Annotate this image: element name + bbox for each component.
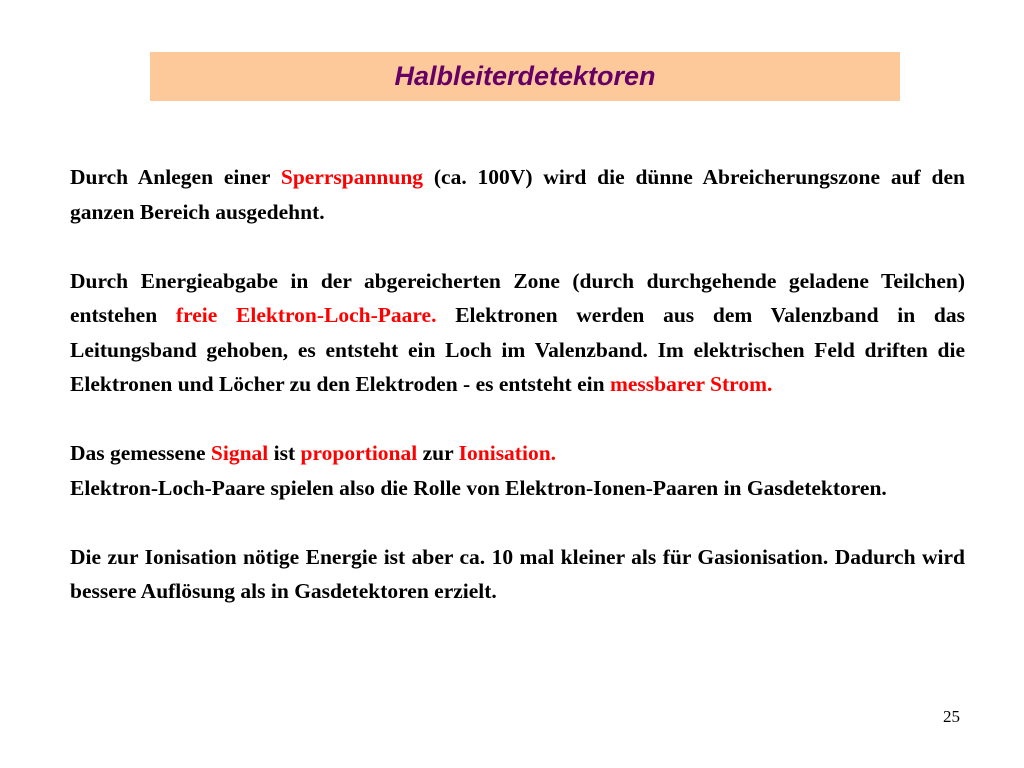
- paragraph-signal: [70, 436, 965, 471]
- paragraph-spacer: [70, 402, 965, 437]
- text-segment: ist: [268, 441, 301, 465]
- slide-number: 25: [943, 707, 960, 726]
- highlight-signal: Signal: [210, 441, 269, 465]
- text-segment: Durch Anlegen einer: [70, 165, 281, 189]
- highlight-measurable-current: messbarer Strom.: [609, 372, 773, 396]
- text-segment: Durch Energieabgabe in der abgereicherten Zone (durch durchgehende geladene Teilchen) entstehen: [70, 268, 965, 327]
- paragraph-spacer: [70, 505, 965, 540]
- paragraph-energy-deposit: [70, 264, 965, 402]
- highlight-electron-hole-pairs: freie Elektron-Loch-Paare.: [175, 303, 437, 327]
- text-segment: Die zur Ionisation nötige Energie ist aber ca. 10 mal kleiner als für Gasionisation. Dadurch wird bessere Auflösung als in Gasdetektoren erzielt.: [70, 544, 965, 603]
- text-segment: zur: [417, 441, 459, 465]
- paragraph-spacer: [70, 229, 965, 264]
- slide-body: [70, 160, 965, 609]
- slide-title: Halbleiterdetektoren: [394, 61, 656, 91]
- highlight-ionisation: Ionisation.: [458, 441, 557, 465]
- paragraph-gas-analogy: [70, 471, 965, 506]
- highlight-sperrspannung: Sperrspannung: [280, 165, 424, 189]
- paragraph-reverse-bias: [70, 160, 965, 229]
- paragraph-ionisation-energy: [70, 540, 965, 609]
- text-segment: Elektron-Loch-Paare spielen also die Rolle von Elektron-Ionen-Paaren in Gasdetektoren.: [70, 475, 887, 500]
- highlight-proportional: proportional: [300, 441, 418, 465]
- text-segment: Elektronen werden aus dem Valenzband in das Leitungsband gehoben, es entsteht ein Loch im Valenzband. Im elektrischen Feld driften die Elektronen und Löcher zu den Elektroden - es entsteht ein: [70, 303, 966, 396]
- text-segment: (ca. 100V) wird die dünne Abreicherungszone auf den ganzen Bereich ausgedehnt.: [70, 165, 965, 224]
- text-segment: Das gemessene: [70, 441, 211, 465]
- title-banner: [150, 52, 900, 101]
